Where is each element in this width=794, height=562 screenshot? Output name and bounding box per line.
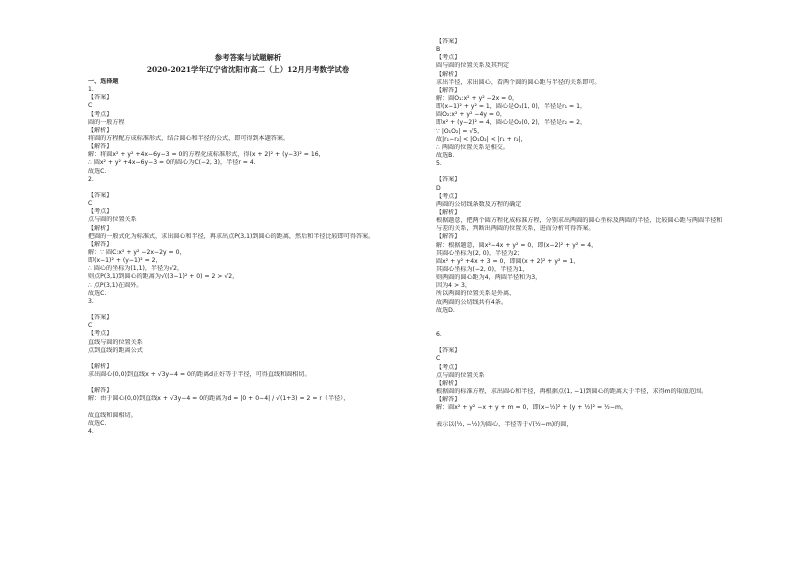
solution-line: 即(x−1)² + y² = 1，圆心是O₁(1, 0)，半径是r₁ = 1， — [436, 103, 587, 111]
solution-line: 故选C. — [88, 167, 107, 175]
solution-line: 4. — [88, 428, 94, 436]
solution-line: ∴ 圆x² + y² +4x−6y−3 = 0的圆心为C(−2, 3)，半径r = 4. — [88, 159, 256, 167]
solution-line — [88, 379, 448, 387]
solution-line: 1. — [88, 86, 94, 94]
solution-line: 【考点】 — [436, 54, 461, 62]
left-column — [88, 52, 448, 436]
solution-line: C — [436, 355, 441, 363]
solution-line: 其圆心坐标为(2, 0)，半径为2； — [436, 249, 524, 257]
solution-line: C — [88, 200, 93, 208]
solution-line: 则两圆的圆心距为4，两圆半径和为3， — [436, 274, 542, 282]
solution-line: 【解答】 — [436, 86, 461, 94]
solution-line: 【考点】 — [88, 208, 113, 216]
solution-line: 【解析】 — [436, 379, 461, 387]
solution-line: ∴ 点P(3,1)在圆外。 — [88, 281, 143, 289]
solution-line: 圆x² + y² +4x + 3 = 0，即圆(x + 2)² + y² = 1， — [436, 257, 580, 265]
solution-line — [88, 404, 448, 412]
solution-line: 即(x−1)² + (y−1)² = 2， — [88, 257, 162, 265]
solution-line: 【考点】 — [436, 363, 461, 371]
solution-line: 求出半径，求出圆心，看两个圆的圆心距与半径的关系即可。 — [436, 78, 601, 86]
solution-line: 把圆的一般式化为标准式，求出圆心和半径，再求出点P(3,1)到圆心的距离，然后和半径比较即可得答案。 — [88, 232, 375, 240]
solution-line: 【解析】 — [88, 224, 113, 232]
solution-line: 【答案】 — [436, 347, 461, 355]
solution-line: 故选C. — [88, 289, 107, 297]
solution-line — [436, 168, 794, 176]
solution-line: 圆的一般方程 — [88, 118, 125, 126]
solution-line: C — [88, 322, 93, 330]
solution-line: 即x² + (y−2)² = 4，圆心是O₂(0, 2)，半径是r₂ = 2， — [436, 119, 587, 127]
solution-line: 【解答】 — [88, 387, 113, 395]
solution-line: 将圆的方程配方成标准形式，结合圆心和半径的公式，即可得到本题答案。 — [88, 134, 290, 142]
solution-line: 【答案】 — [88, 191, 113, 199]
solution-line: 【考点】 — [88, 110, 113, 118]
solution-line: ∴ 圆心的坐标为(1,1)，半径为√2， — [88, 265, 184, 273]
solution-line: 解：由于圆心(0,0)到直线x + √3y−4 = 0的距离为d = |0 + 0−4| / √(1+3) = 2 = r（半径）， — [88, 395, 350, 403]
right-solution-text — [436, 38, 794, 429]
solution-line: B — [436, 46, 441, 54]
solution-line: 故两圆的公切线共有4条。 — [436, 298, 507, 306]
solution-line: 故直线和圆相切。 — [88, 411, 137, 419]
solution-line: 3. — [88, 297, 94, 305]
solution-line: 表示以(½, −½)为圆心，半径等于√(½−m)的圆， — [436, 420, 573, 428]
solution-line: 故选C. — [88, 419, 107, 427]
solution-line: 2. — [88, 175, 94, 183]
solution-line: 根据圆的标准方程，求出圆心和半径，再根据点(1, −1)到圆心的距离大于半径，求得m的取值范围。 — [436, 388, 708, 396]
solution-line — [436, 315, 794, 323]
solution-line: 解：圆x² + y² −x + y + m = 0，即(x−½)² + (y + ½)² = ½−m， — [436, 404, 628, 412]
solution-line: 故选D. — [436, 306, 455, 314]
solution-line: C — [88, 102, 93, 110]
solution-line: 【答案】 — [88, 314, 113, 322]
solution-line: 解：将圆x² + y² +4x−6y−3 = 0的方程化成标准形式，得(x + 2)² + (y−3)² = 16， — [88, 151, 325, 159]
solution-line: 解：圆O₁:x² + y² −2x = 0， — [436, 94, 519, 102]
solution-line — [88, 184, 448, 192]
solution-line: 解：∵ 圆C:x² + y² −2x−2y = 0， — [88, 248, 186, 256]
solution-line: 圆与圆的位置关系及其判定 — [436, 62, 510, 70]
solution-line — [436, 412, 794, 420]
solution-line: 根据题意，把两个圆方程化成标准方程，分别求出两圆的圆心坐标及两圆的半径，比较圆心距与两圆半径和 — [436, 217, 723, 225]
solution-line: 【答案】 — [88, 94, 113, 102]
solution-line: 圆O₂:x² + y² −4y = 0， — [436, 111, 506, 119]
solution-line — [436, 323, 794, 331]
solution-line: D — [436, 184, 441, 192]
solution-line: 【考点】 — [436, 192, 461, 200]
solution-line: 两圆的公切线条数及方程的确定 — [436, 200, 522, 208]
solution-line: 因为4 > 3， — [436, 282, 472, 290]
solution-line: 【解答】 — [436, 233, 461, 241]
solution-line: 其圆心坐标为(−2, 0)，半径为1， — [436, 265, 529, 273]
solution-line: 【答案】 — [436, 176, 461, 184]
solution-line: 解：根据题意，圆x²−4x + y² = 0，即(x−2)² + y² = 4， — [436, 241, 598, 249]
solution-line: ∴ 两圆的位置关系是相交。 — [436, 143, 509, 151]
solution-line: 与差的关系，判断出两圆的位置关系，进而分析可得答案。 — [436, 225, 595, 233]
solution-line: 【解析】 — [436, 208, 461, 216]
solution-line: 点与圆的位置关系 — [88, 216, 137, 224]
solution-line: 故|r₁−r₂| < |O₁O₂| < |r₁ + r₂|， — [436, 135, 527, 143]
exam-subtitle: 2020-2021学年辽宁省沈阳市高二（上）12月月考数学试卷 — [146, 65, 350, 74]
solution-line: 【解析】 — [88, 126, 113, 134]
solution-line — [88, 355, 448, 363]
solution-line: 【解答】 — [88, 143, 113, 151]
solution-line: 直线与圆的位置关系 — [88, 338, 143, 346]
solution-line — [88, 306, 448, 314]
solution-line: 【解析】 — [88, 362, 113, 370]
solution-line: 则点P(3,1)到圆心的距离为√((3−1)² + 0) = 2 > √2， — [88, 273, 239, 281]
solution-line: 【解答】 — [436, 396, 461, 404]
solution-line: 【解答】 — [88, 240, 113, 248]
solution-line: 故选B. — [436, 151, 455, 159]
solution-line: 【答案】 — [436, 38, 461, 45]
solution-line: 【解析】 — [436, 70, 461, 78]
solution-line: 所以两圆的位置关系是外离， — [436, 290, 516, 298]
solution-line: 【考点】 — [88, 330, 113, 338]
solution-line: ∵ |O₁O₂| = √5， — [436, 127, 484, 135]
right-column — [436, 38, 794, 429]
solution-line: 5. — [436, 160, 442, 168]
solution-line — [436, 339, 794, 347]
section-heading: 一、选择题 — [88, 78, 119, 85]
solution-line: 6. — [436, 331, 442, 339]
solution-line: 点与圆的位置关系 — [436, 371, 485, 379]
left-solution-text — [88, 86, 448, 436]
solution-line: 点到直线的距离公式 — [88, 346, 143, 354]
page-title: 参考答案与试题解析 — [214, 53, 282, 62]
solution-line: 求出圆心(0,0)到直线x + √3y−4 = 0的距离d正好等于半径，可得直线和圆相切。 — [88, 371, 311, 379]
